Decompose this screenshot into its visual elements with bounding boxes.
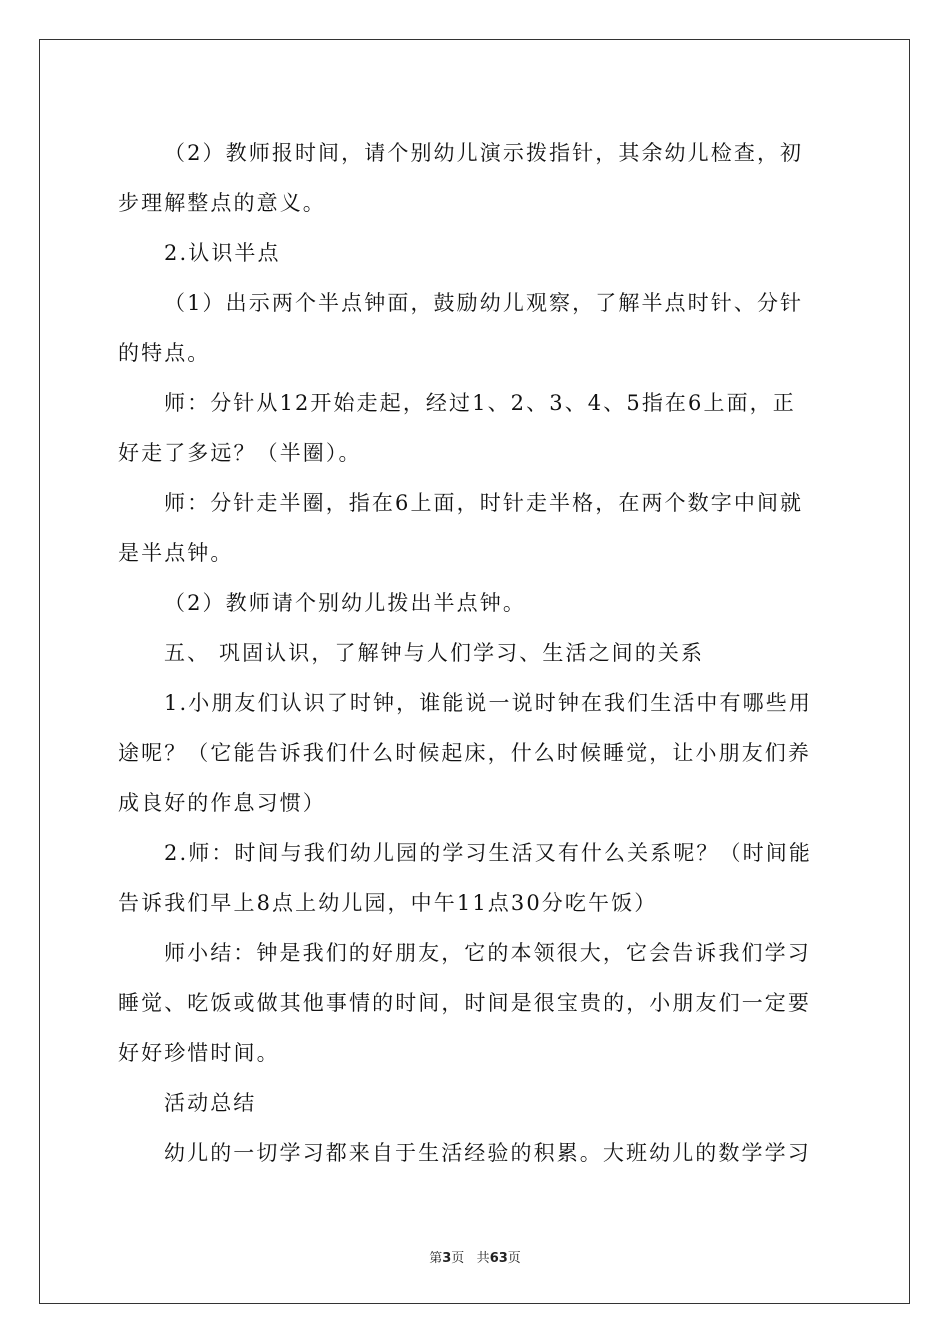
paragraph-line: 是半点钟。 xyxy=(118,541,234,565)
document-body xyxy=(118,128,834,1178)
section-heading: 五、 巩固认识，了解钟与人们学习、生活之间的关系 xyxy=(164,641,705,665)
section-heading: 2.认识半点 xyxy=(164,241,281,265)
paragraph-line: 的特点。 xyxy=(118,341,211,365)
page-footer xyxy=(0,1247,950,1266)
paragraph-line: 师：分针从12开始走起，经过1、2、3、4、5指在6上面，正 xyxy=(164,391,796,415)
paragraph-line: 1.小朋友们认识了时钟，谁能说一说时钟在我们生活中有哪些用 xyxy=(164,691,812,715)
paragraph-line: 睡觉、吃饭或做其他事情的时间，时间是很宝贵的，小朋友们一定要 xyxy=(118,991,811,1015)
paragraph-line: （2）教师请个别幼儿拨出半点钟。 xyxy=(164,591,526,615)
total-pages: 63 xyxy=(489,1251,508,1266)
paragraph-line: 2.师：时间与我们幼儿园的学习生活又有什么关系呢？（时间能 xyxy=(164,841,812,865)
paragraph-line: （1）出示两个半点钟面，鼓励幼儿观察，了解半点时针、分针 xyxy=(164,291,804,315)
paragraph-line: 好走了多远？（半圈）。 xyxy=(118,441,362,465)
paragraph-line: 途呢？（它能告诉我们什么时候起床，什么时候睡觉，让小朋友们养 xyxy=(118,741,811,765)
paragraph-line: 师：分针走半圈，指在6上面，时针走半格，在两个数字中间就 xyxy=(164,491,804,515)
section-heading: 活动总结 xyxy=(164,1091,257,1115)
paragraph-line: 幼儿的一切学习都来自于生活经验的积累。大班幼儿的数学学习 xyxy=(164,1141,811,1165)
page-number: 3 xyxy=(442,1251,452,1266)
footer-page-suffix: 页 xyxy=(451,1251,465,1266)
footer-total-prefix: 共 xyxy=(476,1251,490,1266)
paragraph-line: 成良好的作息习惯） xyxy=(118,791,326,815)
paragraph-line: 告诉我们早上8点上幼儿园，中午11点30分吃午饭） xyxy=(118,891,658,915)
paragraph-line: 好好珍惜时间。 xyxy=(118,1041,280,1065)
paragraph-line: 师小结：钟是我们的好朋友，它的本领很大，它会告诉我们学习 xyxy=(164,941,811,965)
footer-prefix: 第 xyxy=(429,1251,443,1266)
paragraph-line: （2）教师报时间，请个别幼儿演示拨指针，其余幼儿检查，初 xyxy=(164,141,804,165)
footer-total-suffix: 页 xyxy=(507,1251,521,1266)
paragraph-line: 步理解整点的意义。 xyxy=(118,191,326,215)
